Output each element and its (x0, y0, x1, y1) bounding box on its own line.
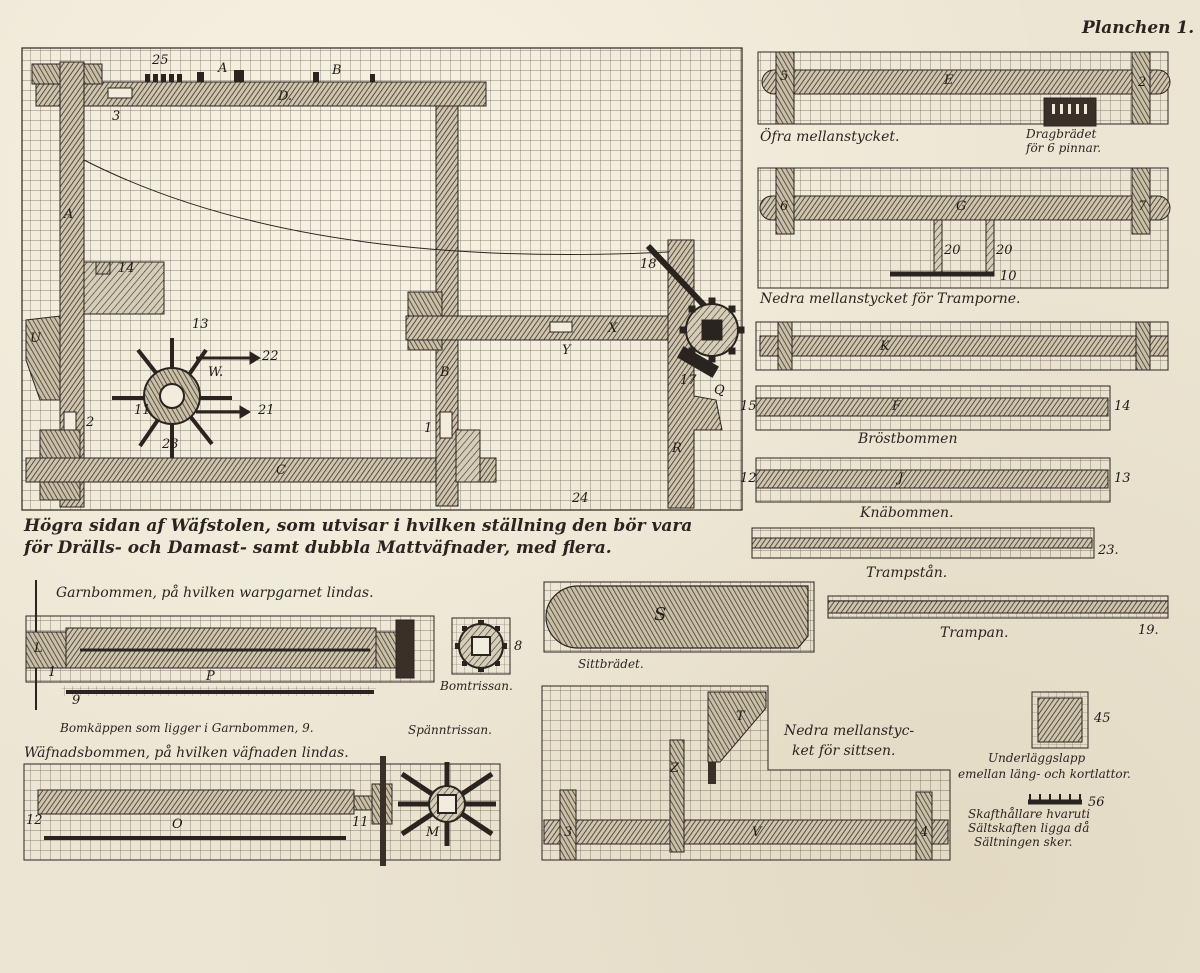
underlag-figure (1032, 692, 1088, 748)
lower-label-6: 6 (780, 199, 789, 214)
treadle-figure (828, 596, 1168, 618)
skaft-figure (1028, 794, 1082, 802)
label-13: 13 (192, 317, 209, 332)
upper-label-5: 5 (780, 69, 789, 84)
plate-title: Planchen 1. (1082, 18, 1195, 38)
skaft-label-56: 56 (1088, 795, 1105, 810)
vav-label-12: 12 (26, 813, 43, 828)
label-w: W. (208, 365, 224, 380)
lower-caption: Nedra mellanstycket för Tramporne. (760, 291, 1021, 307)
bomtrissan-label-8: 8 (514, 639, 523, 654)
label-3: 3 (112, 109, 121, 124)
label-17: 17 (680, 373, 697, 388)
lower-label-20a: 20 (944, 243, 961, 258)
upper-side-caption-2: för 6 pinnar. (1026, 141, 1102, 155)
lower-label-10: 10 (1000, 269, 1017, 284)
main-caption-line1: Högra sidan af Wäfstolen, som utvisar i hvilken ställning den bör vara (24, 516, 693, 536)
vav-label-o: O (172, 817, 183, 832)
knee-label-12: 12 (740, 471, 757, 486)
label-24: 24 (572, 491, 589, 506)
bomtrissan-figure (452, 618, 510, 674)
label-d: D. (278, 89, 293, 104)
label-23: 23 (162, 437, 179, 452)
label-r: R (672, 441, 682, 456)
seat-board-figure (544, 582, 814, 652)
label-b-mid: B (440, 365, 450, 380)
garn-label-p: P (206, 669, 215, 684)
label-u: U (30, 331, 41, 346)
bomkappen-caption: Bomkäppen som ligger i Garnbommen, 9. (60, 721, 314, 735)
upper-label-e: E (944, 73, 954, 88)
bomtrissan-caption: Bomtrissan. (440, 679, 513, 693)
lower-label-g: G (956, 199, 967, 214)
label-14: 14 (118, 261, 135, 276)
label-2: 2 (86, 415, 95, 430)
breast-label-15: 15 (740, 399, 757, 414)
underlag-label-45: 45 (1094, 711, 1111, 726)
label-x: X (608, 321, 618, 336)
label-21: 21 (258, 403, 275, 418)
beam-k-label: K (880, 339, 890, 354)
seat-caption-line1: Nedra mellanstyc- (784, 723, 915, 739)
beam-k-figure (756, 322, 1168, 370)
label-1: 1 (424, 421, 433, 436)
garn-label-9: 9 (72, 693, 81, 708)
upper-side-caption-1: Dragbrädet (1026, 127, 1097, 141)
breast-beam-figure (756, 386, 1110, 430)
seat-label-t: T (736, 709, 745, 724)
skaft-caption-line1: Skafthållare hvaruti (968, 807, 1091, 821)
skaft-caption-line3: Sältningen sker. (974, 835, 1073, 849)
vav-beam-figure (24, 756, 500, 866)
seat-caption-line2: ket för sittsen. (792, 743, 896, 759)
vav-label-11: 11 (352, 815, 369, 830)
seat-label-3: 3 (564, 825, 573, 840)
garn-label-1: 1 (48, 665, 57, 680)
skaft-caption-line2: Sältskaften ligga då (968, 821, 1090, 835)
label-a-top: A (218, 61, 228, 76)
seat-piece-figure (542, 686, 950, 860)
upper-label-2: 2 (1138, 75, 1147, 90)
main-caption-line2: för Drälls- och Damast- samt dubbla Mattväfnader, med flera. (24, 538, 612, 558)
label-q: Q (714, 383, 725, 398)
lower-piece-figure (758, 168, 1170, 288)
upper-piece-figure (758, 52, 1170, 126)
lower-label-20b: 20 (996, 243, 1013, 258)
treadle-bar-caption: Trampstån. (866, 565, 948, 581)
garn-label-l: L (34, 641, 43, 656)
upper-caption: Öfra mellanstycket. (760, 129, 900, 145)
underlag-caption-line1: Underläggslapp (988, 751, 1086, 765)
breast-caption: Bröstbommen (858, 431, 958, 447)
treadle-caption: Trampan. (940, 625, 1009, 641)
label-b-top: B (332, 63, 342, 78)
label-y: Y (562, 343, 571, 358)
label-18: 18 (640, 257, 657, 272)
label-a-side: A (64, 207, 74, 222)
breast-label-f: F (892, 399, 902, 414)
label-c: C (276, 463, 286, 478)
knee-beam-figure (756, 458, 1110, 502)
underlag-caption-line2: emellan läng- och kortlattor. (958, 767, 1131, 781)
label-25: 25 (152, 53, 169, 68)
seat-board-label-s: S (654, 604, 667, 625)
breast-label-14: 14 (1114, 399, 1131, 414)
label-11: 11 (134, 403, 151, 418)
seat-board-caption: Sittbrädet. (578, 657, 644, 671)
garn-caption: Garnbommen, på hvilken warpgarnet lindas. (56, 585, 374, 601)
seat-label-4: 4 (920, 825, 929, 840)
main-loom-figure (22, 48, 744, 510)
treadle-bar-label-23: 23. (1098, 543, 1119, 558)
treadle-label-19: 19. (1138, 623, 1159, 638)
treadle-bar-figure (752, 528, 1094, 558)
label-22: 22 (262, 349, 279, 364)
lower-label-7: 7 (1138, 199, 1147, 214)
spanntrissan-caption: Spänntrissan. (408, 723, 492, 737)
vav-caption: Wäfnadsbommen, på hvilken väfnaden lindas. (24, 745, 349, 761)
seat-label-v: V (752, 825, 762, 840)
seat-label-z: Z (670, 761, 680, 776)
knee-caption: Knäbommen. (860, 505, 954, 521)
knee-label-j: J (898, 471, 904, 486)
vav-label-m: M (426, 825, 440, 840)
knee-label-13: 13 (1114, 471, 1131, 486)
